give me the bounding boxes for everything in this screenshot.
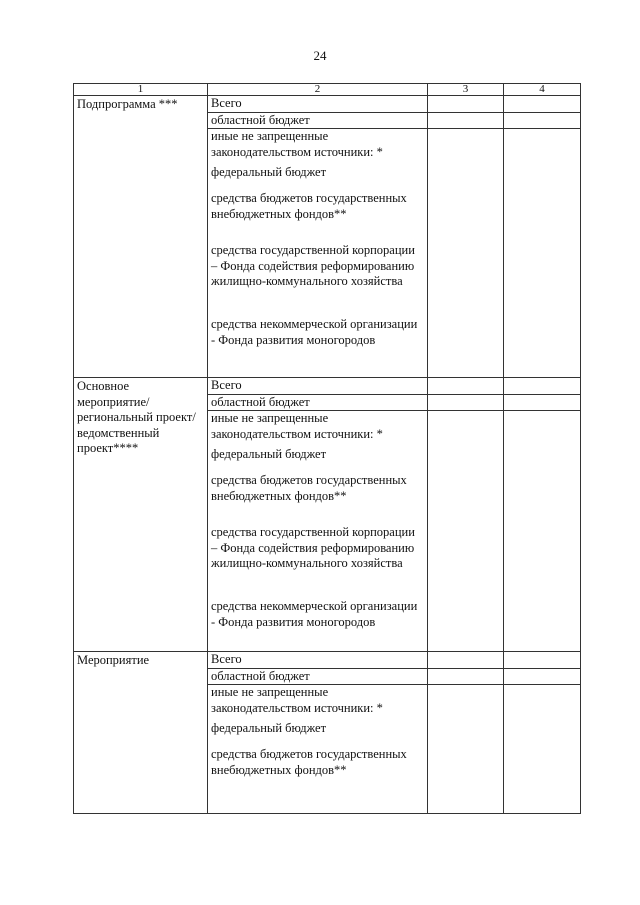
- table-row: [74, 652, 581, 669]
- source-item: средства государственной корпорации – Фонда содействия реформированию жилищно-коммунального хозяйства: [211, 243, 415, 288]
- value-cell: [428, 652, 504, 669]
- source-cell-list: [208, 129, 428, 378]
- value-cell: [428, 96, 504, 113]
- source-cell: Всего: [208, 652, 428, 669]
- value-cell: [428, 394, 504, 411]
- value-cell: [428, 685, 504, 814]
- group-subprogram: [74, 96, 581, 378]
- group-main-activity: [74, 378, 581, 652]
- value-cell: [428, 378, 504, 395]
- value-cell: [428, 112, 504, 129]
- source-cell: областной бюджет: [208, 394, 428, 411]
- table-row: [74, 96, 581, 113]
- source-cell: Всего: [208, 378, 428, 395]
- source-item: федеральный бюджет: [211, 447, 327, 461]
- source-item: иные не запрещенные законодательством источники: *: [211, 129, 383, 159]
- value-cell: [504, 668, 581, 685]
- header-col-4: 4: [504, 84, 581, 96]
- funding-table: [73, 83, 581, 814]
- source-cell-list: [208, 685, 428, 814]
- source-cell: Всего: [208, 96, 428, 113]
- header-col-2: 2: [208, 84, 428, 96]
- value-cell: [504, 685, 581, 814]
- group-name: Подпрограмма ***: [74, 96, 208, 378]
- header-row: [74, 84, 581, 96]
- source-cell: областной бюджет: [208, 668, 428, 685]
- value-cell: [504, 129, 581, 378]
- source-item: федеральный бюджет: [211, 721, 327, 735]
- source-item: иные не запрещенные законодательством источники: *: [211, 411, 383, 441]
- source-item: иные не запрещенные законодательством источники: *: [211, 685, 383, 715]
- page-number: 24: [313, 48, 327, 63]
- source-item: средства бюджетов государственных внебюджетных фондов**: [211, 473, 407, 503]
- source-item: средства некоммерческой организации - Фонда развития моногородов: [211, 317, 418, 347]
- source-item: средства государственной корпорации – Фонда содействия реформированию жилищно-коммунального хозяйства: [211, 525, 415, 570]
- value-cell: [504, 112, 581, 129]
- source-item: средства бюджетов государственных внебюджетных фондов**: [211, 191, 407, 221]
- value-cell: [504, 96, 581, 113]
- group-activity: [74, 652, 581, 814]
- group-name: Мероприятие: [74, 652, 208, 814]
- group-name: Основное мероприятие/ региональный проект/ ведомственный проект****: [74, 378, 208, 652]
- source-item: средства бюджетов государственных внебюджетных фондов**: [211, 747, 407, 777]
- value-cell: [504, 652, 581, 669]
- value-cell: [428, 411, 504, 652]
- table-row: [74, 378, 581, 395]
- source-cell: областной бюджет: [208, 112, 428, 129]
- source-item: средства некоммерческой организации - Фонда развития моногородов: [211, 599, 418, 629]
- value-cell: [504, 411, 581, 652]
- source-item: федеральный бюджет: [211, 165, 327, 179]
- header-col-3: 3: [428, 84, 504, 96]
- value-cell: [504, 378, 581, 395]
- header-col-1: 1: [74, 84, 208, 96]
- value-cell: [428, 129, 504, 378]
- source-cell-list: [208, 411, 428, 652]
- value-cell: [428, 668, 504, 685]
- value-cell: [504, 394, 581, 411]
